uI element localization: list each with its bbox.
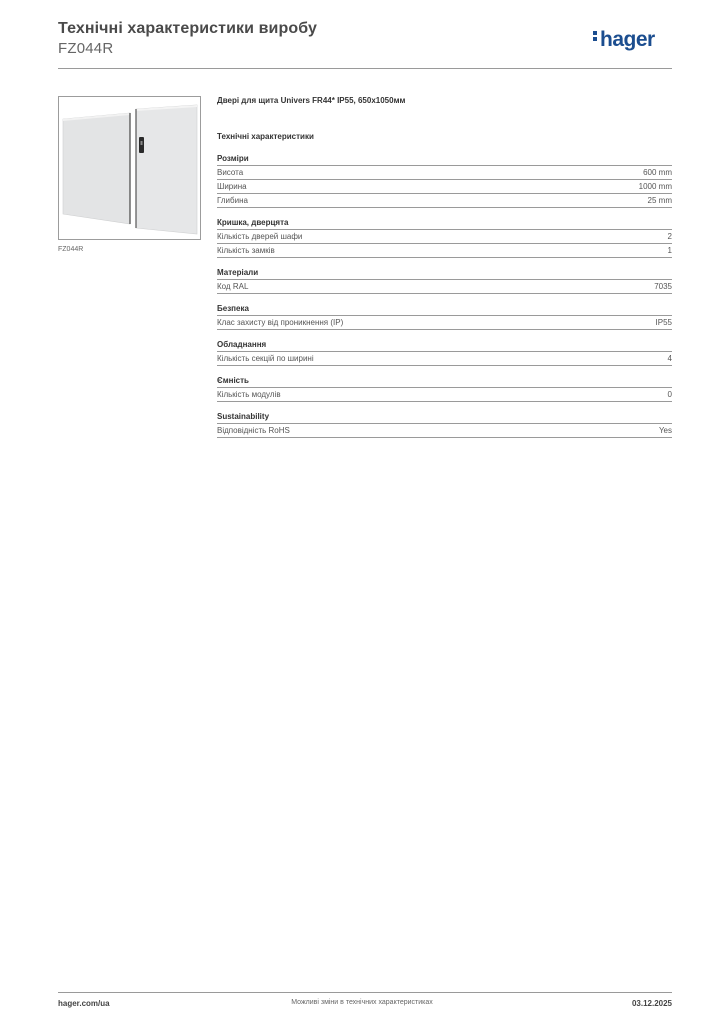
spec-content (217, 96, 672, 438)
spec-row (217, 423, 672, 438)
spec-rows (217, 279, 672, 294)
spec-label: Кількість модулів (217, 390, 281, 399)
cabinet-doors-icon (59, 97, 200, 239)
spec-label: Клас захисту від проникнення (IP) (217, 318, 344, 327)
spec-group (217, 153, 672, 208)
spec-label: Кількість замків (217, 246, 275, 255)
spec-label: Глибина (217, 196, 248, 205)
spec-row (217, 179, 672, 193)
spec-label: Кількість дверей шафи (217, 232, 303, 241)
spec-rows (217, 387, 672, 402)
spec-rows (217, 315, 672, 330)
spec-groups (217, 153, 672, 438)
spec-row (217, 165, 672, 179)
header-divider (58, 68, 672, 69)
spec-label: Код RAL (217, 282, 249, 291)
spec-row (217, 351, 672, 366)
spec-group (217, 267, 672, 294)
hager-logo[interactable] (593, 28, 655, 52)
footer-website-link[interactable]: hager.com/ua (58, 999, 110, 1008)
page-title: Технічні характеристики виробу (58, 20, 317, 37)
spec-group-title: Розміри (217, 154, 249, 163)
spec-value: 1 (667, 246, 672, 255)
spec-value: Yes (658, 426, 672, 435)
spec-group (217, 217, 672, 258)
spec-rows (217, 165, 672, 208)
spec-heading: Технічні характеристики (217, 132, 314, 141)
spec-row (217, 315, 672, 330)
spec-group-title: Матеріали (217, 268, 259, 277)
spec-value: 2 (667, 232, 672, 241)
image-caption: FZ044R (58, 246, 84, 253)
spec-rows (217, 351, 672, 366)
spec-group-title: Обладнання (217, 340, 267, 349)
spec-rows (217, 229, 672, 258)
logo-dots-icon (593, 29, 598, 43)
spec-row (217, 243, 672, 258)
spec-group-title: Ємність (217, 376, 249, 385)
spec-group (217, 303, 672, 330)
footer-divider (58, 992, 672, 993)
product-code-header: FZ044R (58, 40, 114, 57)
spec-rows (217, 423, 672, 438)
spec-value: 0 (667, 390, 672, 399)
product-image (58, 96, 201, 240)
spec-group-title: Кришка, дверцята (217, 218, 289, 227)
product-name: Двері для щита Univers FR44* IP55, 650x1050мм (217, 96, 406, 105)
spec-group (217, 375, 672, 402)
spec-label: Кількість секцій по ширині (217, 354, 314, 363)
spec-value: IP55 (655, 318, 672, 327)
spec-value: 25 mm (647, 196, 672, 205)
spec-group (217, 411, 672, 438)
spec-value: 7035 (654, 282, 672, 291)
spec-value: 1000 mm (638, 182, 672, 191)
spec-value: 600 mm (643, 168, 672, 177)
spec-row (217, 279, 672, 294)
spec-group-title: Безпека (217, 304, 249, 313)
spec-label: Ширина (217, 182, 247, 191)
spec-row (217, 387, 672, 402)
spec-label: Відповідність RoHS (217, 426, 290, 435)
logo-text: hager (600, 28, 655, 51)
spec-row (217, 193, 672, 208)
spec-group (217, 339, 672, 366)
spec-row (217, 229, 672, 243)
spec-value: 4 (667, 354, 672, 363)
spec-label: Висота (217, 168, 244, 177)
footer-notice: Можливі зміни в технічних характеристиках (291, 999, 433, 1006)
footer-date: 03.12.2025 (631, 999, 672, 1008)
spec-group-title: Sustainability (217, 412, 270, 421)
